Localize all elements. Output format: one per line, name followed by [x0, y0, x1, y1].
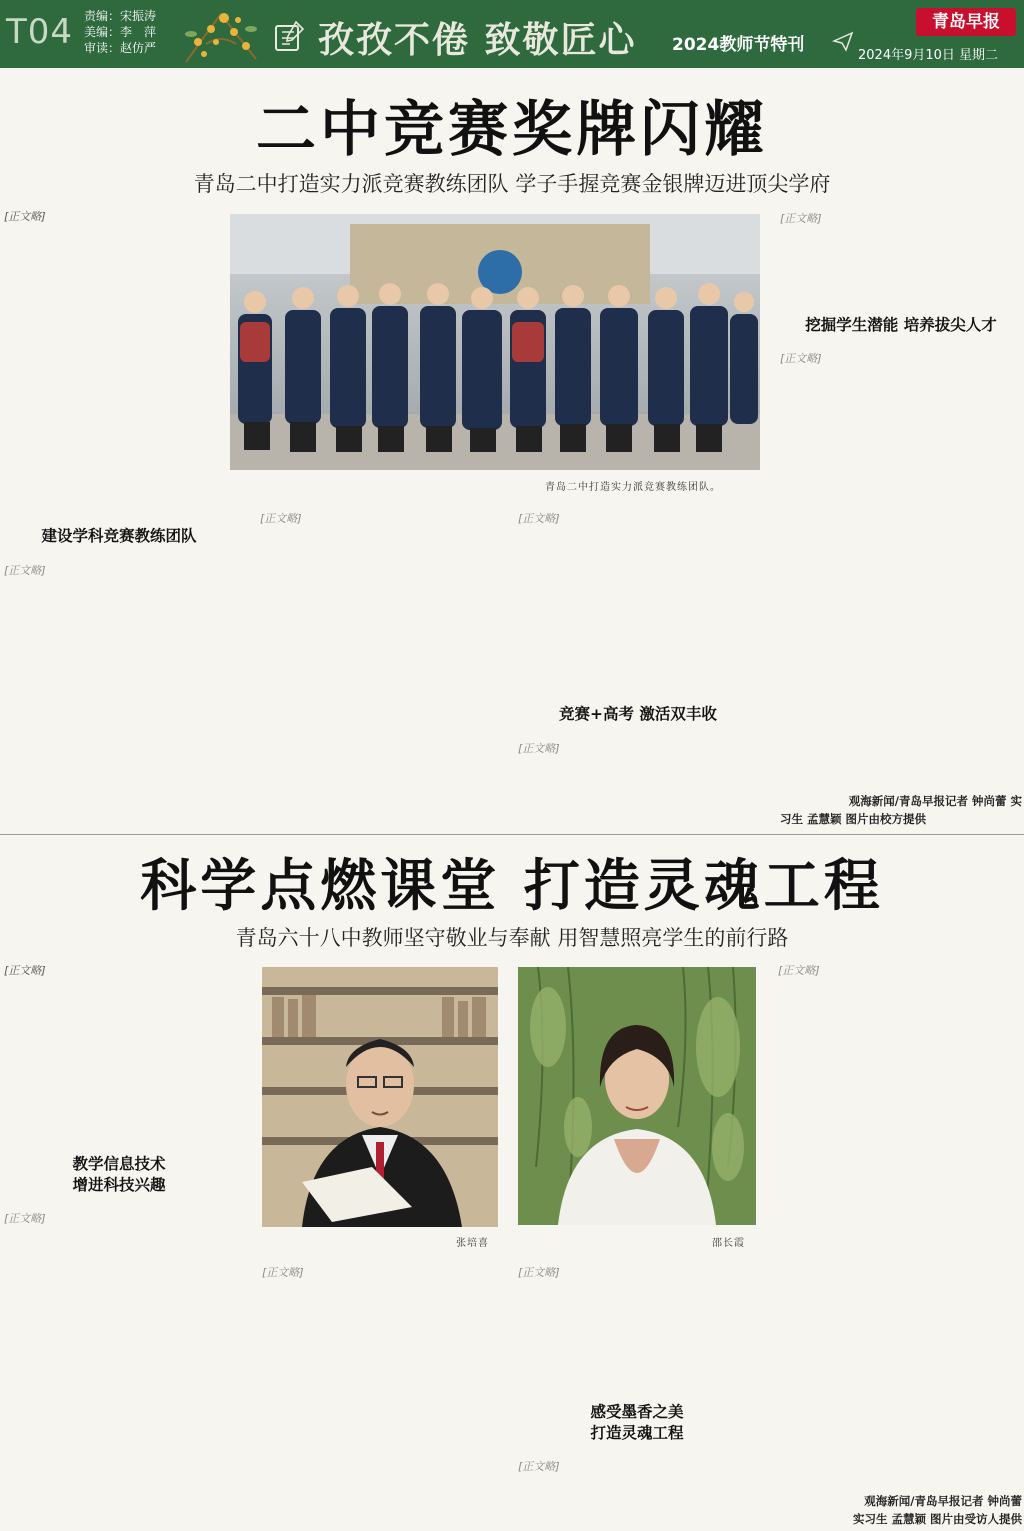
article-divider	[0, 834, 1024, 835]
article1-col4-top	[780, 210, 1022, 302]
lead-omitted: [正文略]	[4, 210, 46, 223]
article1-lead	[4, 208, 208, 508]
photo-caption-zhang: 张培喜	[456, 1238, 489, 1249]
a2-col3-top-omitted: [正文略]	[518, 1266, 560, 1279]
teacher-zhang-photo	[262, 967, 498, 1227]
a2-col1-omitted: [正文略]	[4, 1212, 46, 1225]
osmanthus-decoration-icon	[176, 4, 266, 64]
teacher-shao-photo	[518, 967, 756, 1225]
a2-col4-omitted: [正文略]	[778, 964, 820, 977]
article2-byline	[778, 1492, 1022, 1528]
article1-byline	[780, 792, 1022, 828]
col4-top-omitted: [正文略]	[780, 212, 822, 225]
byline-line1: 观海新闻/青岛早报记者 钟尚蕾 实	[848, 794, 1022, 808]
col3-top-omitted: [正文略]	[518, 512, 560, 525]
sec1-line1: 教学信息技术	[72, 1155, 166, 1173]
a2-byline-line1: 观海新闻/青岛早报记者 钟尚蕾	[864, 1494, 1022, 1508]
article2-title: 科学点燃课堂 打造灵魂工程	[140, 854, 884, 919]
article1-col1-body	[4, 562, 234, 828]
sec2-line2: 打造灵魂工程	[590, 1424, 684, 1442]
sec2-line1: 感受墨香之美	[590, 1403, 684, 1421]
col4-body-omitted: [正文略]	[780, 352, 822, 365]
article2-col2-body	[262, 1264, 498, 1528]
section-heading-ink-beauty	[518, 1402, 756, 1444]
special-slogan: 孜孜不倦 致敬匠心	[318, 19, 637, 61]
article1-col3-top	[518, 510, 758, 686]
section-heading-it-teaching	[4, 1154, 234, 1196]
section-heading-cultivate: 挖掘学生潜能 培养拔尖人才	[805, 316, 997, 334]
article1-col2-body	[260, 510, 496, 828]
special-issue-label: 2024教师节特刊	[672, 35, 805, 55]
book-pen-icon	[272, 18, 306, 54]
masthead	[0, 0, 1024, 68]
page-number: T04	[6, 12, 74, 52]
issue-date: 2024年9月10日 星期二	[858, 48, 999, 63]
a2-col2-omitted: [正文略]	[262, 1266, 304, 1279]
col1-omitted: [正文略]	[4, 564, 46, 577]
a2-col3-bottom-omitted: [正文略]	[518, 1460, 560, 1473]
article2-lead	[4, 962, 234, 1142]
article1-title: 二中竞赛奖牌闪耀	[256, 95, 768, 165]
article2-subtitle: 青岛六十八中教师坚守敬业与奉献 用智慧照亮学生的前行路	[235, 926, 789, 950]
newspaper-logo: 青岛早报	[916, 8, 1016, 36]
article2-col3-top	[518, 1264, 756, 1394]
article2-col3-bottom	[518, 1458, 756, 1528]
article2-col4-body	[778, 962, 1022, 1490]
a2-lead-omitted: [正文略]	[4, 964, 46, 977]
photo-caption-shao: 邵长霞	[712, 1238, 745, 1249]
article1-col4-body	[780, 350, 1022, 790]
photo-caption: 青岛二中打造实力派竞赛教练团队。	[545, 482, 721, 493]
col2-omitted: [正文略]	[260, 512, 302, 525]
art-credit: 美编：李 萍	[84, 25, 157, 39]
editor-credit: 责编：宋振涛	[84, 9, 157, 23]
coach-team-photo	[230, 214, 760, 470]
paper-plane-icon	[832, 30, 854, 52]
staff-credits	[84, 8, 156, 56]
col3-bottom-omitted: [正文略]	[518, 742, 560, 755]
article2-col1-body	[4, 1210, 234, 1528]
review-credit: 审读：赵仿严	[84, 41, 157, 55]
byline-line2: 习生 孟慧颖 图片由校方提供	[780, 812, 927, 826]
article1-subtitle: 青岛二中打造实力派竞赛教练团队 学子手握竞赛金银牌迈进顶尖学府	[193, 172, 831, 196]
sec1-line2: 增进科技兴趣	[72, 1176, 166, 1194]
article1-col3-bottom	[518, 740, 758, 828]
section-heading-double-harvest: 竞赛+高考 激活双丰收	[559, 705, 717, 723]
a2-byline-line2: 实习生 孟慧颖 图片由受访人提供	[852, 1512, 1022, 1526]
section-heading-coach-team: 建设学科竞赛教练团队	[41, 527, 197, 545]
